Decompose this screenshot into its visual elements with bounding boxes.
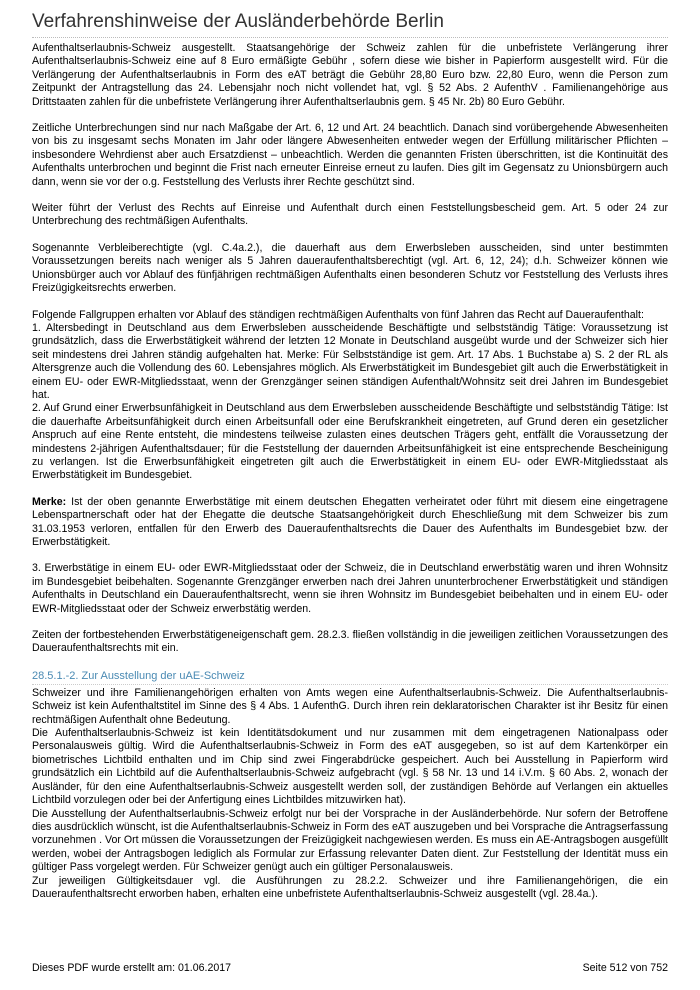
merke-paragraph: [32, 496, 668, 550]
paragraph: Sogenannte Verbleiberechtigte (vgl. C.4a.2.), die dauerhaft aus dem Erwerbsleben ausscheiden, sind unter bestimmten Voraussetzungen bereits nach weniger als 5 Jahren daueraufenthaltsberechtigt (vgl. Art. 6, 12, 24); d.h. Schweizer können wie Unionsbürger auch vor Ablauf des fünfjährigen rechtmäßigen Aufenthalts einen besonderen Schutz vor Feststellung des Verlusts ihres Freizügigkeitsrechts erwerben.: [32, 241, 668, 295]
page-title: Verfahrenshinweise der Ausländerbehörde Berlin: [32, 10, 668, 38]
paragraph: Zeiten der fortbestehenden Erwerbstätigeneigenschaft gem. 28.2.3. fließen vollständig in die jeweiligen zeitlichen Voraussetzungen des Daueraufenthaltsrechts mit ein.: [32, 629, 668, 655]
section-paragraph: Schweizer und ihre Familienangehörigen erhalten von Amts wegen eine Aufenthaltserlaubnis-Schweiz. Die Aufenthaltserlaubnis-Schweiz ist kein Aufenthaltstitel im Sinne des § 4 Abs. 1 AufenthG. Durch ihren rein deklaratorischen Charakter ist ihr Besitz für einen rechtmäßigen Aufenthalt ohne Bedeutung.: [32, 686, 668, 726]
paragraph: Zeitliche Unterbrechungen sind nur nach Maßgabe der Art. 6, 12 und Art. 24 beachtlich. Danach sind vorübergehende Abwesenheiten von bis zu insgesamt sechs Monaten im Jahr oder längere Abwesenheiten entweder wegen der Erfüllung militärischer Pflichten – insbesondere Wehrdienst aber auch Ersatzdienst – unbeachtlich. Werden die genannten Fristen überschritten, ist die Kontinuität des Aufenthalts unterbrochen und beginnt die Frist nach erneuter Einreise erneut zu laufen. Dies gilt im Gegensatz zu Unionsbürgern auch dann, wenn sie vor der o.g. Feststellung des Verlusts ihrer Rechte geschützt sind.: [32, 122, 668, 188]
merke-text: Ist der oben genannte Erwerbstätige mit einem deutschen Ehegatten verheiratet oder führt mit diesem eine eingetragene Lebenspartnerschaft oder hat der Ehegatte die deutsche Staatsangehörigkeit durch Eheschließung mit dem Schweizer bis zum 31.03.1953 verloren, entfallen für den Erwerb des Daueraufenthaltsrechts die Dauer des Aufenthalts im Bundesgebiet bzw. der Erwerbstätigkeit.: [32, 495, 668, 548]
list-item: 1. Altersbedingt in Deutschland aus dem Erwerbsleben ausscheidende Beschäftigte und selbstständig Tätige: Voraussetzung ist grundsätzlich, dass die Erwerbstätigkeit während der letzten 12 Monate in Deutschland ausgeübt wurde und der Schweizer sich hier seit mindestens drei Jahren ständig aufgehalten hat. Merke: Für Selbstständige ist gem. Art. 17 Abs. 1 Buchstabe a) S. 2 der RL als Altersgrenze auch die Vollendung des 60. Lebensjahres möglich. Als Erwerbstätigkeit im Bundesgebiet gilt auch die Erwerbstätigkeit in einem EU- oder EWR-Mitgliedsstaat, wenn der Grenzgänger seinen ständigen Aufenthalt/Wohnsitz seit drei Jahren im Bundesgebiet hat.: [32, 321, 668, 401]
list-item: 2. Auf Grund einer Erwerbsunfähigkeit in Deutschland aus dem Erwerbsleben ausscheidende Beschäftigte und selbstständig Tätige: Ist die dauerhafte Arbeitsunfähigkeit durch einen Arbeitsunfall oder eine Berufskrankheit eingetreten, auf Grund deren ein gesetzlicher Anspruch auf eine Rente entsteht, die mindestens teilweise zulasten eines deutschen Trägers geht, entfällt die Voraussetzung der mindestens 2-jährigen Aufenthaltsdauer; für die Feststellung der dauernden Arbeitsunfähigkeit ist eine entsprechende Bescheinigung zu verlangen. Ist die Erwerbsunfähigkeit eingetreten gilt auch die Erwerbstätigkeit in einem EU- oder EWR-Mitgliedsstaat als Erwerbstätigkeit im Bundesgebiet.: [32, 402, 668, 482]
section-paragraph: Zur jeweiligen Gültigkeitsdauer vgl. die Ausführungen zu 28.2.2. Schweizer und ihre Familienangehörigen, die ein Daueraufenthaltsrecht erworben haben, erhalten eine unbefristete Aufenthaltserlaubnis-Schweiz ausgestellt (vgl. 28.4a.).: [32, 874, 668, 900]
paragraph: Aufenthaltserlaubnis-Schweiz ausgestellt. Staatsangehörige der Schweiz zahlen für die unbefristete Verlängerung ihrer Aufenthaltserlaubnis-Schweiz eine auf 8 Euro ermäßigte Gebühr , sofern diese wie bisher in Papierform ausgestellt wird. Für die Verlängerung der Aufenthaltserlaubnis in Form des eAT beträgt die Gebühr 28,80 Euro bzw. 22,80 Euro, wenn die Person zum Zeitpunkt der Antragstellung das 24. Lebensjahr noch nicht vollendet hat, vgl. § 52 Abs. 2 AufenthV . Familienangehörige aus Drittstaaten zahlen für die unbefristete Verlängerung ihrer Aufenthaltserlaubnis gem. § 45 Nr. 2b) 80 Euro Gebühr.: [32, 42, 668, 108]
document-body: [32, 42, 668, 901]
list-item: 3. Erwerbstätige in einem EU- oder EWR-Mitgliedsstaat oder der Schweiz, die in Deutschland erwerbstätig waren und ihren Wohnsitz im Bundesgebiet beibehalten. Sogenannte Grenzgänger erwerben nach drei Jahren ununterbrochener Erwerbstätigkeit und ständigen Aufenthalts in Deutschland ein Daueraufenthaltsrecht, wenn sie ihren Wohnsitz im Bundesgebiet beibehalten und in einem EU- oder EWR-Mitgliedsstaat oder der Schweiz erwerbstätig werden.: [32, 562, 668, 615]
merke-label: Merke:: [32, 495, 67, 508]
section-heading: 28.5.1.-2. Zur Ausstellung der uAE-Schweiz: [32, 669, 668, 685]
section-paragraph: Die Aufenthaltserlaubnis-Schweiz ist kein Identitätsdokument und nur zusammen mit dem eingetragenen Nationalpass oder Personalausweis gültig. Wird die Aufenthaltserlaubnis-Schweiz in Form des eAT ausgegeben, so ist auf dem Kartenkörper ein biometrisches Lichtbild enthalten und im Chip sind zwei Fingerabdrücke gespeichert. Auch bei Ausstellung in Papierform wird grundsätzlich ein Lichtbild auf die Aufenthaltserlaubnis-Schweiz aufgebracht (vgl. § 58 Nr. 13 und 14 i.V.m. § 60 Abs. 2, wonach der Ausländer, für den eine Aufenthaltserlaubnis-Schweiz ausgestellt werden soll, der zuständigen Behörde auf Verlangen ein aktuelles Lichtbild vorzulegen oder bei der Anfertigung eines Lichtbildes mitzuwirken hat).: [32, 727, 668, 807]
footer-page-number: Seite 512 von 752: [582, 962, 668, 974]
footer-created-date: Dieses PDF wurde erstellt am: 01.06.2017: [32, 962, 232, 974]
section-paragraph: Die Ausstellung der Aufenthaltserlaubnis-Schweiz erfolgt nur bei der Vorsprache in der Ausländerbehörde. Nur sofern der Betroffene dies ausdrücklich wünscht, ist die Aufenthaltserlaubnis-Schweiz in Form des eAT auszugeben und bei Vorsprache die Antragserfassung vorzunehmen . Vor Ort müssen die Voraussetzungen der Freizügigkeit nachgewiesen werden. Es muss ein AE-Antragsbogen ausgefüllt werden, wobei der Antragsbogen lediglich als Formular zur Erfassung relevanter Daten dient. Zur Feststellung der Identität muss ein gültiger Pass vorgelegt werden. Für Schweizer genügt auch ein gültiger Personalausweis.: [32, 807, 668, 874]
paragraph: Weiter führt der Verlust des Rechts auf Einreise und Aufenthalt durch einen Feststellungsbescheid gem. Art. 5 oder 24 zur Unterbrechung des rechtmäßigen Aufenthalts.: [32, 202, 668, 228]
paragraph: Folgende Fallgruppen erhalten vor Ablauf des ständigen rechtmäßigen Aufenthalts von fünf Jahren das Recht auf Daueraufenthalt:: [32, 308, 644, 321]
